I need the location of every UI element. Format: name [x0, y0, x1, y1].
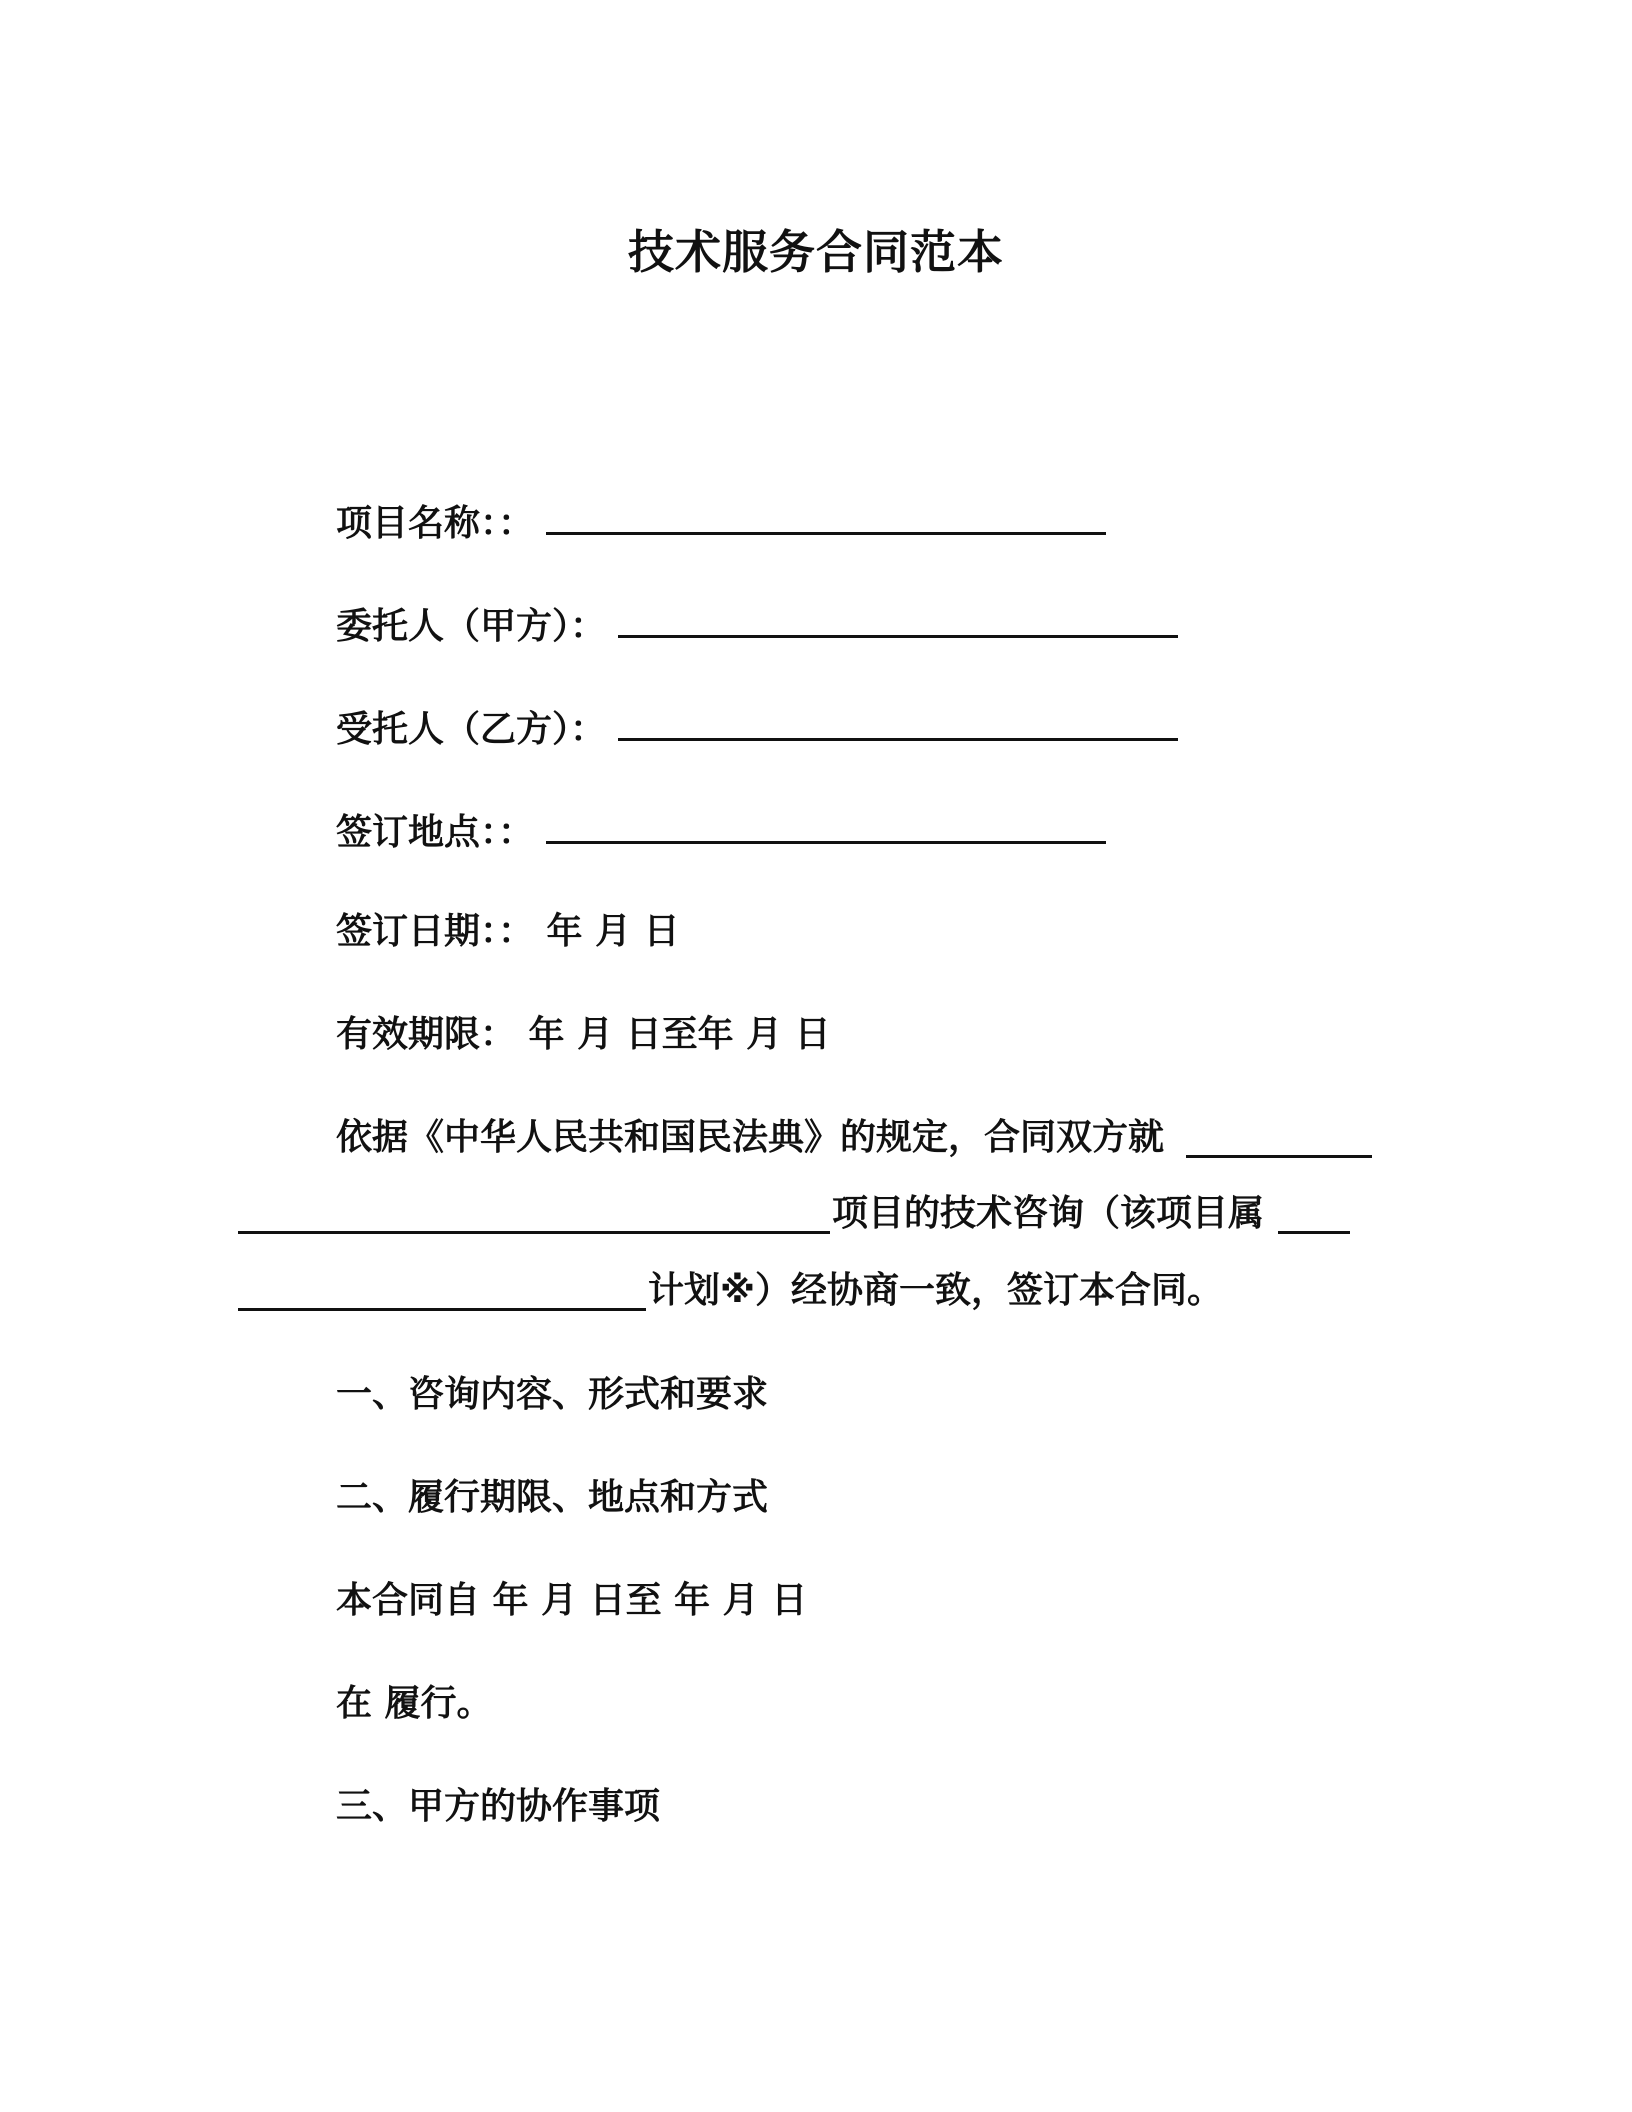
section-heading-1: 一、咨询内容、形式和要求: [336, 1374, 769, 1415]
field-project-name: [336, 500, 1106, 548]
field-signing-date: 签订日期：： 年 月 日: [336, 911, 680, 952]
field-contractor: [336, 706, 1178, 754]
fill-in-blank[interactable]: [238, 1231, 830, 1234]
fill-in-blank[interactable]: [1186, 1155, 1372, 1158]
preamble-text: 项目的技术咨询（该项目属: [832, 1193, 1265, 1234]
fill-in-blank[interactable]: [238, 1308, 646, 1311]
section-body-place: 在 履行。: [336, 1683, 493, 1724]
preamble-line-2: [832, 1190, 1264, 1238]
field-label: 签订地点：：: [336, 812, 535, 853]
preamble-line-1: [336, 1114, 1164, 1162]
preamble-line-3: [648, 1267, 1223, 1315]
fill-in-blank[interactable]: [1278, 1231, 1350, 1234]
preamble-text: 计划※）经协商一致，签订本合同。: [648, 1270, 1223, 1311]
preamble-text: 依据《中华人民共和国民法典》的规定，合同双方就: [336, 1117, 1165, 1158]
fill-in-blank[interactable]: [618, 603, 1178, 638]
section-heading-3: 三、甲方的协作事项: [336, 1786, 661, 1827]
field-label: 委托人（甲方）：: [336, 606, 607, 647]
fill-in-blank[interactable]: [618, 706, 1178, 741]
field-client: [336, 603, 1178, 651]
section-body-term: 本合同自 年 月 日至 年 月 日: [336, 1580, 808, 1621]
field-label: 项目名称：：: [336, 503, 535, 544]
field-validity-period: 有效期限： 年 月 日至年 月 日: [336, 1014, 831, 1055]
section-heading-2: 二、履行期限、地点和方式: [336, 1477, 769, 1518]
fill-in-blank[interactable]: [546, 809, 1106, 844]
field-signing-place: [336, 809, 1106, 857]
field-label: 受托人（乙方）：: [336, 709, 607, 750]
fill-in-blank[interactable]: [546, 500, 1106, 535]
document-title: 技术服务合同范本: [628, 225, 1004, 279]
